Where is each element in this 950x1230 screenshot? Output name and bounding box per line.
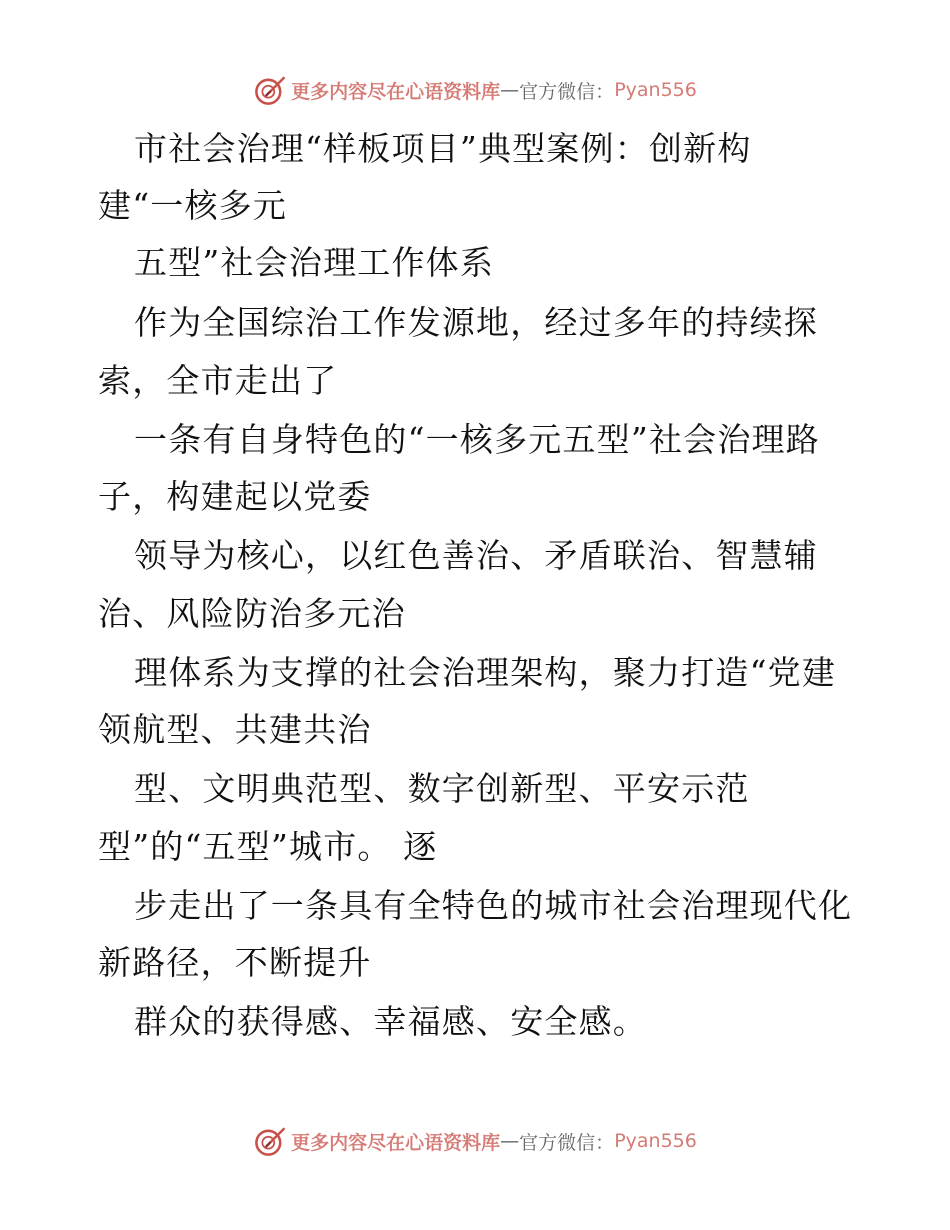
body-line-13: 型”的“五型”城市。 逐	[98, 827, 438, 866]
body-line-9: 治、风险防治多元治	[98, 594, 406, 633]
header-official-label: 官方微信：	[519, 80, 615, 103]
footer-official-label: 官方微信：	[519, 1131, 615, 1154]
footer-separator: —	[500, 1130, 520, 1152]
body-line-5: 索，全市走出了	[98, 361, 338, 400]
body-line-2: 建“一核多元	[98, 186, 288, 225]
footer-wechat-id: Pyan556	[614, 1130, 697, 1152]
body-line-3: 五型”社会治理工作体系	[134, 243, 495, 282]
body-line-10: 理体系为支撑的社会治理架构，聚力打造“党建	[134, 653, 837, 692]
body-line-12: 型、文明典范型、数字创新型、平安示范	[134, 769, 750, 808]
body-line-11: 领航型、共建共治	[98, 710, 372, 749]
body-line-7: 子，构建起以党委	[98, 477, 372, 516]
header-wechat-id: Pyan556	[614, 79, 697, 101]
body-line-1: 市社会治理“样板项目”典型案例：创新构	[134, 129, 752, 168]
header-separator: —	[500, 79, 520, 101]
body-line-8: 领导为核心，以红色善治、矛盾联治、智慧辅	[134, 536, 818, 575]
pen-logo-icon	[253, 1124, 287, 1158]
body-line-15: 新路径，不断提升	[98, 943, 372, 982]
footer-banner	[0, 1121, 950, 1161]
body-line-4: 作为全国综治工作发源地，经过多年的持续探	[134, 303, 818, 342]
body-line-14: 步走出了一条具有全特色的城市社会治理现代化	[134, 886, 853, 925]
footer-brand-text: 更多内容尽在心语资料库	[291, 1131, 501, 1154]
header-brand-text: 更多内容尽在心语资料库	[291, 80, 501, 103]
body-line-6: 一条有自身特色的“一核多元五型”社会治理路	[134, 420, 820, 459]
body-line-16: 群众的获得感、幸福感、安全感。	[134, 1002, 647, 1041]
